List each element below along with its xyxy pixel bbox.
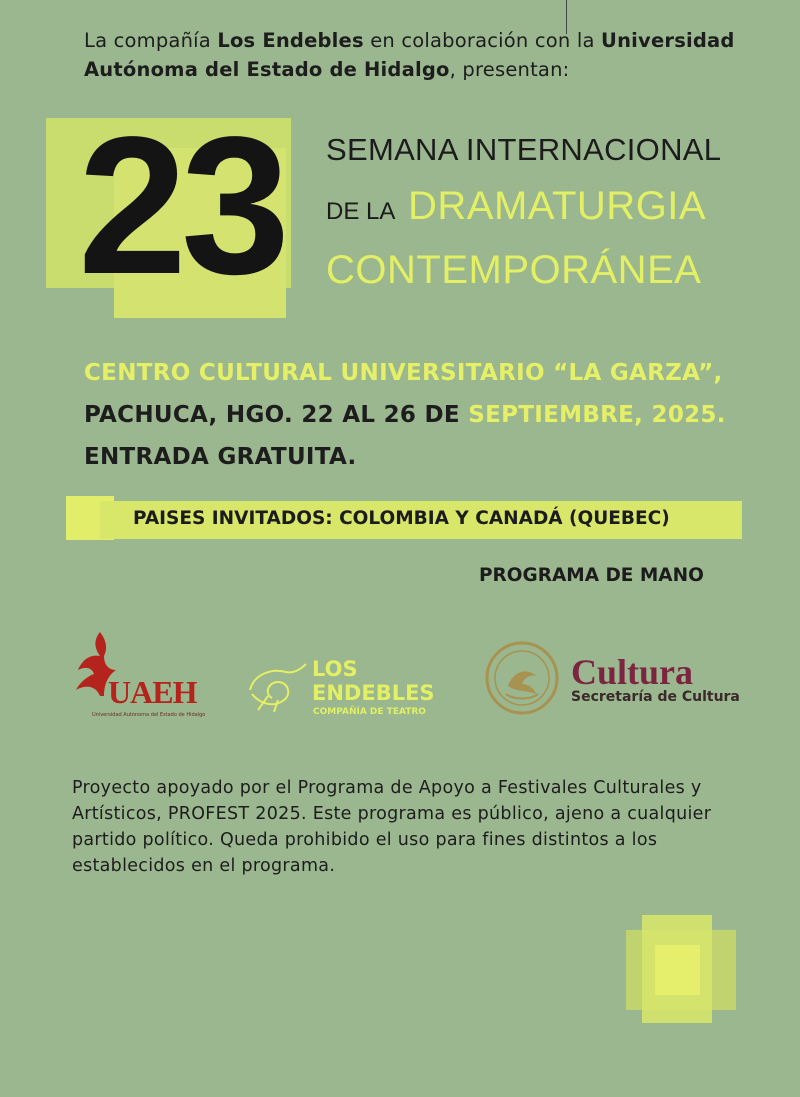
national-seal-icon bbox=[484, 640, 560, 716]
company-name: Los Endebles bbox=[217, 29, 364, 52]
cultura-logo-subtitle: Secretaría de Cultura bbox=[571, 689, 740, 705]
venue-entry: ENTRADA GRATUITA. bbox=[84, 444, 357, 470]
uaeh-logo-subtitle: Universidad Autónoma del Estado de Hidalgo bbox=[92, 712, 206, 718]
disclaimer-text: Proyecto apoyado por el Programa de Apoyo a Festivales Culturales y Artísticos, PROFEST 2025. Este programa es público, ajeno a cualquier partido político. Queda prohibido el uso para fines distintos a los establecidos en el programa. bbox=[72, 778, 712, 876]
uaeh-logo-text: UAEH bbox=[108, 674, 197, 710]
venue-city-dates: PACHUCA, HGO. 22 AL 26 DE bbox=[84, 402, 469, 428]
event-title-contemporanea: CONTEMPORÁNEA bbox=[326, 248, 702, 292]
endebles-logo-subtitle: COMPAÑÍA DE TEATRO bbox=[313, 707, 426, 717]
event-title-dramaturgia: DRAMATURGIA bbox=[408, 184, 707, 228]
event-title-line1: SEMANA INTERNACIONAL bbox=[326, 132, 722, 167]
edition-number: 23 bbox=[78, 96, 285, 315]
intro-text: La compañía Los Endebles en colaboración con la Universidad Autónoma del Estado de Hidalgo, presentan: bbox=[84, 29, 735, 81]
endebles-logo-icon bbox=[244, 660, 310, 716]
university-name: Universidad Autónoma del Estado de Hidalgo bbox=[84, 29, 735, 81]
program-label: PROGRAMA DE MANO bbox=[479, 565, 704, 586]
venue-month-year: SEPTIEMBRE, 2025. bbox=[468, 402, 726, 428]
corner-accent-square bbox=[655, 945, 700, 995]
guest-countries: PAISES INVITADOS: COLOMBIA Y CANADÁ (QUEBEC) bbox=[133, 508, 670, 529]
venue-info bbox=[84, 352, 726, 478]
endebles-logo-text: LOS ENDEBLES bbox=[312, 657, 435, 705]
event-title-de-la: DE LA bbox=[326, 198, 396, 225]
venue-place: CENTRO CULTURAL UNIVERSITARIO “LA GARZA”, bbox=[84, 360, 723, 386]
cultura-logo-text: Cultura bbox=[571, 652, 694, 692]
